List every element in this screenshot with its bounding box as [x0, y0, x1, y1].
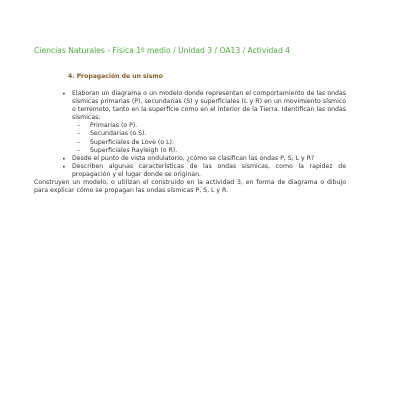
wave-type-item: – Superficiales Rayleigh (o R). — [90, 147, 346, 155]
section-title: 4. Propagación de un sismo — [68, 73, 163, 80]
bullet-item — [72, 155, 346, 163]
wave-type-list — [72, 122, 346, 154]
bullet-item — [72, 90, 346, 155]
bullet-item — [72, 163, 346, 179]
wave-type-item: – Superficiales de Love (o L). — [90, 139, 346, 147]
activity-content — [34, 90, 346, 195]
wave-type-item: – Secundarias (o S). — [90, 130, 346, 138]
bullet-text: Describen algunas características de las ondas sísmicas, como la rapidez de propagación y el lugar donde se originan. — [72, 162, 346, 178]
activity-bullet-list — [34, 90, 346, 179]
bullet-text: Elaboran un diagrama o un modelo donde representan el comportamiento de las ondas sísmicas primarias (P), secundarias (S) y superficiales (L y R) en un movimiento sísmico o terremoto, tanto en la superficie como en el interior de la Tierra. Identifican las ondas sísmicas: — [72, 90, 346, 122]
wave-type-item: – Primarias (o P). — [90, 122, 346, 130]
closing-paragraph: Construyen un modelo, o utilizan el construido en la actividad 3, en forma de diagrama o dibujo para explicar cómo se propagan las ondas sísmicas P, S, L y R. — [34, 179, 346, 195]
bullet-text: Desde el punto de vista ondulatorio, ¿cómo se clasifican las ondas P, S, L y R? — [72, 154, 315, 162]
breadcrumb: Ciencias Naturales - Física 1º medio / Unidad 3 / OA13 / Actividad 4 — [34, 46, 291, 55]
